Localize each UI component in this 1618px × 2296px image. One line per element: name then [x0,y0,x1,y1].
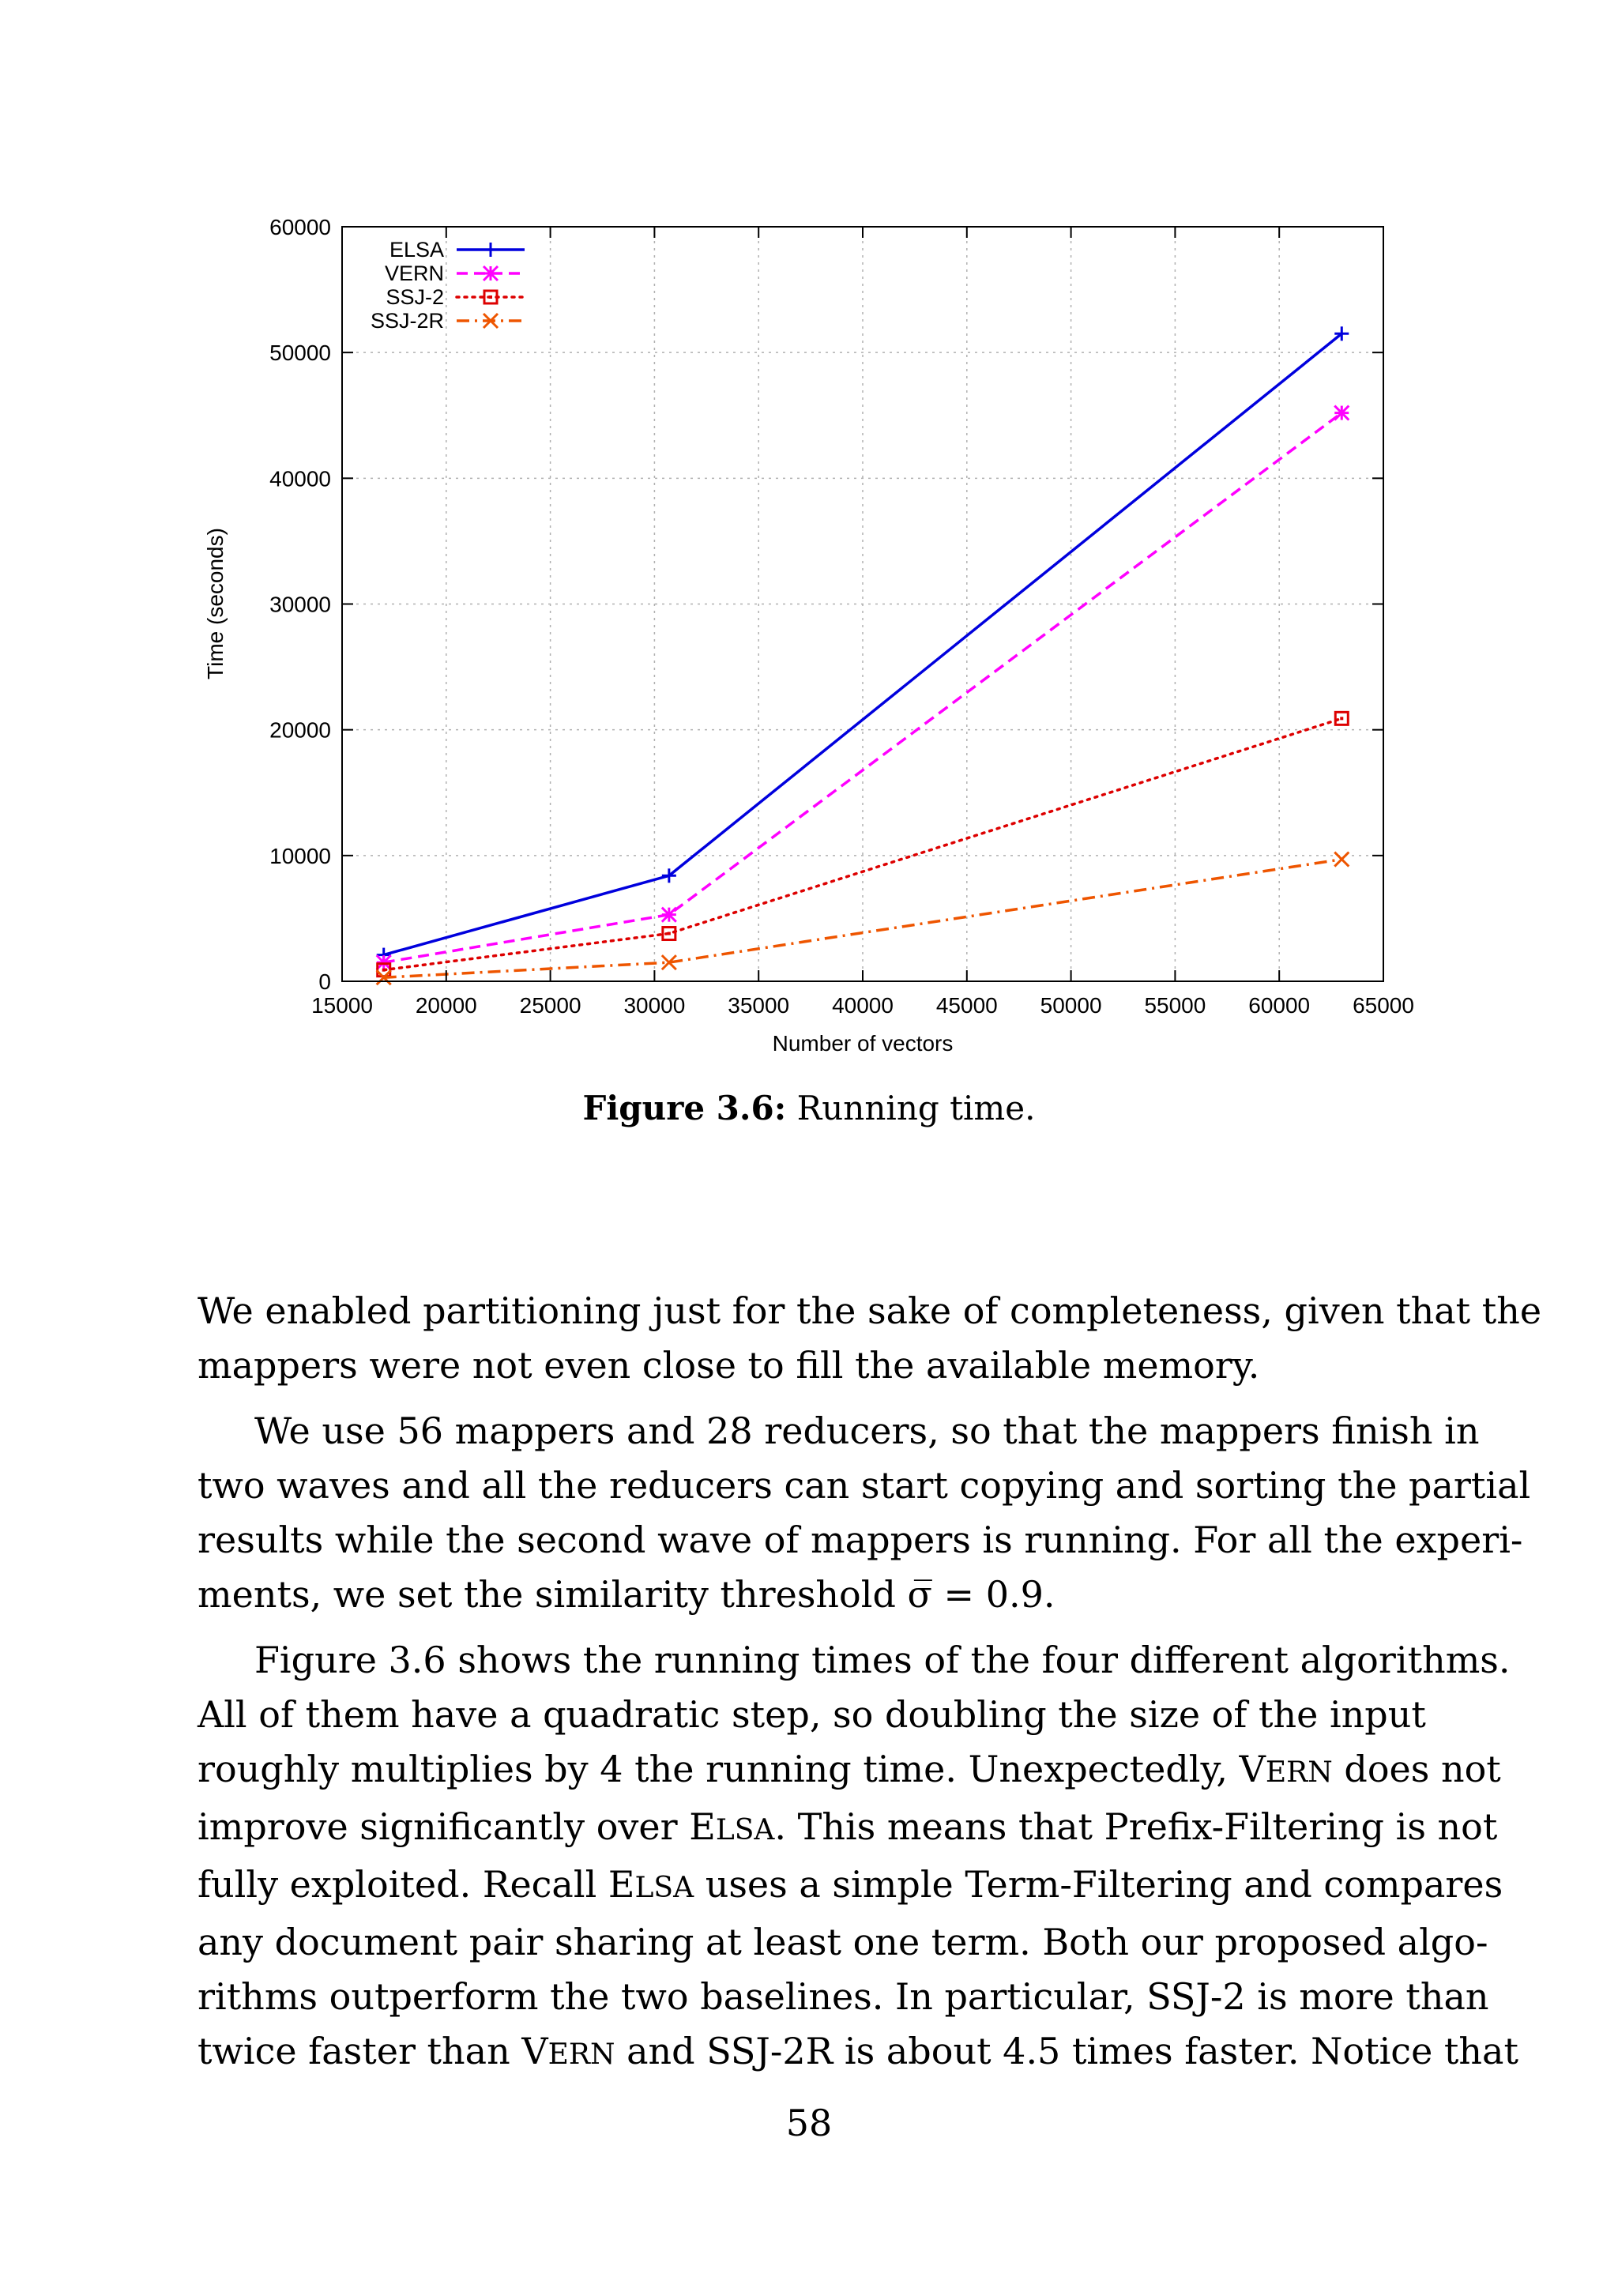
text-line: any document pair sharing at least one term. Both our proposed algo- [198,1921,1488,1963]
vern-cap: V [1239,1748,1266,1790]
text-line: results while the second wave of mappers is running. For all the experi- [198,1519,1523,1561]
vern-cap: V [521,2030,548,2072]
text-line: We use 56 mappers and 28 reducers, so that the mappers finish in [254,1410,1480,1452]
text-line [198,2024,1518,2082]
elsa-smallcaps [689,1805,774,1848]
y-tick-label: 60000 [269,215,331,239]
legend-marker [484,243,498,257]
figure-label: Figure 3.6: [582,1089,787,1127]
x-tick-label: 60000 [1248,993,1311,1018]
page-number: 58 [785,2102,833,2144]
text-line: We enabled partitioning just for the sake of completeness, given that the [198,1289,1542,1332]
y-tick-label: 40000 [269,466,331,491]
y-tick-label: 10000 [269,843,331,868]
text-line [198,1800,1498,1858]
y-tick-label: 0 [318,969,331,994]
x-tick-label: 45000 [935,993,998,1018]
x-tick-label: 30000 [623,993,686,1018]
running-time-chart [0,0,1618,1075]
text-run: does not [1332,1748,1501,1790]
tick-layer [269,215,1414,1018]
vern-smallcaps [521,2030,615,2072]
y-tick-label: 30000 [269,592,331,617]
data-point-vern [662,908,676,922]
data-point-vern [1334,406,1349,420]
y-axis-label: Time (seconds) [203,528,228,679]
figure-caption [0,1089,1618,1127]
legend-label: VERN [384,262,444,285]
text-run: uses a simple Term-Filtering and compares [694,1863,1503,1906]
text-run: twice faster than [198,2030,522,2072]
text-run: and SSJ-2R is about 4.5 times faster. Notice that [615,2030,1518,2072]
series-line-vern [384,413,1342,963]
text-run: roughly multiplies by 4 the running time. Unexpectedly, [198,1748,1240,1790]
text-line: two waves and all the reducers can start copying and sorting the partial [198,1464,1531,1507]
elsa-cap: E [608,1863,635,1906]
text-line [198,1742,1501,1800]
text-line: All of them have a quadratic step, so doubling the size of the input [198,1693,1426,1736]
y-tick-label: 50000 [269,341,331,366]
elsa-rest: LSA [715,1814,775,1846]
legend [371,238,525,333]
grid-lines [342,227,1383,981]
data-point-vern [377,955,391,969]
text-line [198,1858,1503,1915]
legend-label: SSJ-2R [370,309,444,333]
legend-marker [484,266,498,280]
x-tick-label: 15000 [311,993,373,1018]
text-line: rithms outperform the two baselines. In particular, SSJ-2 is more than [198,1975,1489,2018]
legend-label: SSJ-2 [386,285,444,309]
vern-smallcaps [1240,1748,1333,1790]
text-run: . This means that Prefix-Filtering is not [774,1805,1498,1848]
x-tick-label: 35000 [728,993,790,1018]
vern-rest: ERN [547,2038,615,2071]
elsa-cap: E [689,1805,716,1848]
text-run: fully exploited. Recall [198,1863,608,1906]
body-text [198,1284,1542,2082]
legend-label: ELSA [389,238,444,262]
x-tick-label: 50000 [1040,993,1102,1018]
elsa-rest: LSA [634,1872,694,1904]
y-tick-label: 20000 [269,717,331,743]
x-tick-label: 65000 [1353,993,1414,1018]
data-point-ssj-2r [1334,853,1349,867]
text-line: ments, we set the similarity threshold σ̅ = 0.9. [198,1573,1055,1616]
x-tick-label: 25000 [519,993,581,1018]
figure-caption-text: Running time. [796,1089,1036,1127]
vern-rest: ERN [1265,1756,1333,1789]
x-tick-label: 20000 [415,993,477,1018]
text-line: Figure 3.6 shows the running times of the four different algorithms. [254,1639,1511,1681]
x-tick-label: 40000 [832,993,894,1018]
x-axis-label: Number of vectors [772,1031,954,1056]
x-tick-label: 55000 [1144,993,1206,1018]
text-run: improve significantly over [198,1805,690,1848]
elsa-smallcaps [608,1863,694,1906]
text-line: mappers were not even close to fill the available memory. [198,1344,1260,1387]
